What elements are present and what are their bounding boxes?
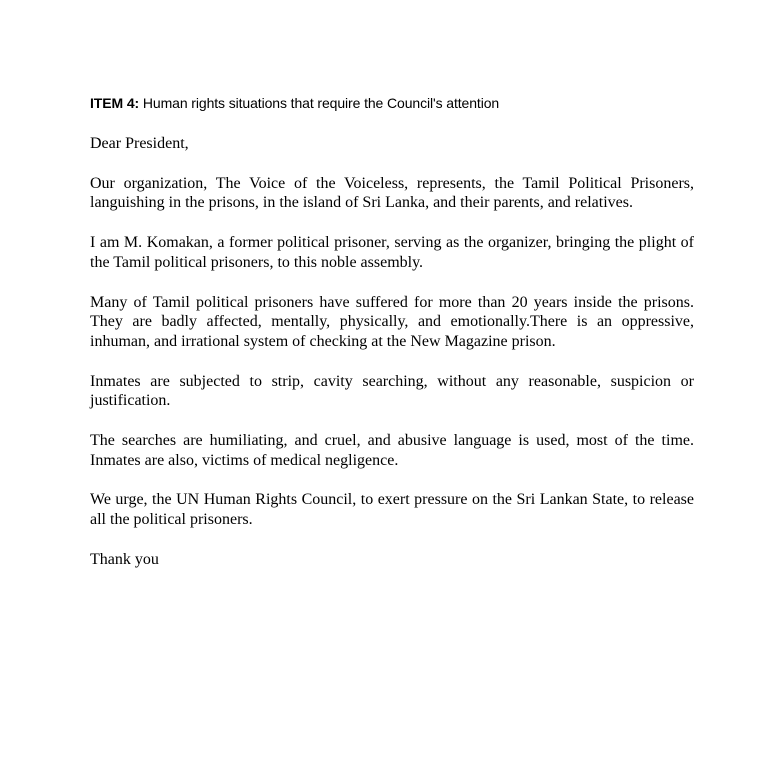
paragraph-appeal: We urge, the UN Human Rights Council, to exert pressure on the Sri Lankan State, to release all the political prisoners. — [90, 491, 694, 529]
paragraph-suffering: Many of Tamil political prisoners have suffered for more than 20 years inside the prisons. They are badly affected, mentally, physically, and emotionally.There is an oppressive, inhuman, and irrational system of checking at the New Magazine prison. — [90, 293, 694, 350]
document-page — [90, 94, 694, 590]
closing: Thank you — [90, 550, 159, 568]
agenda-item-label: ITEM 4: — [90, 95, 140, 111]
salutation: Dear President, — [90, 135, 189, 152]
paragraph-introduction: I am M. Komakan, a former political prisoner, serving as the organizer, bringing the plight of the Tamil political prisoners, to this noble assembly. — [90, 234, 694, 271]
paragraph-organization: Our organization, The Voice of the Voiceless, represents, the Tamil Political Prisoners, languishing in the prisons, in the island of Sri Lanka, and their parents, and relatives. — [90, 174, 694, 212]
paragraph-humiliation: The searches are humiliating, and cruel, and abusive language is used, most of the time. Inmates are also, victims of medical negligence. — [90, 432, 694, 469]
agenda-item-heading — [90, 94, 694, 112]
paragraph-searching: Inmates are subjected to strip, cavity searching, without any reasonable, suspicion or justification. — [90, 372, 694, 410]
agenda-item-title: Human rights situations that require the Council's attention — [139, 95, 500, 111]
